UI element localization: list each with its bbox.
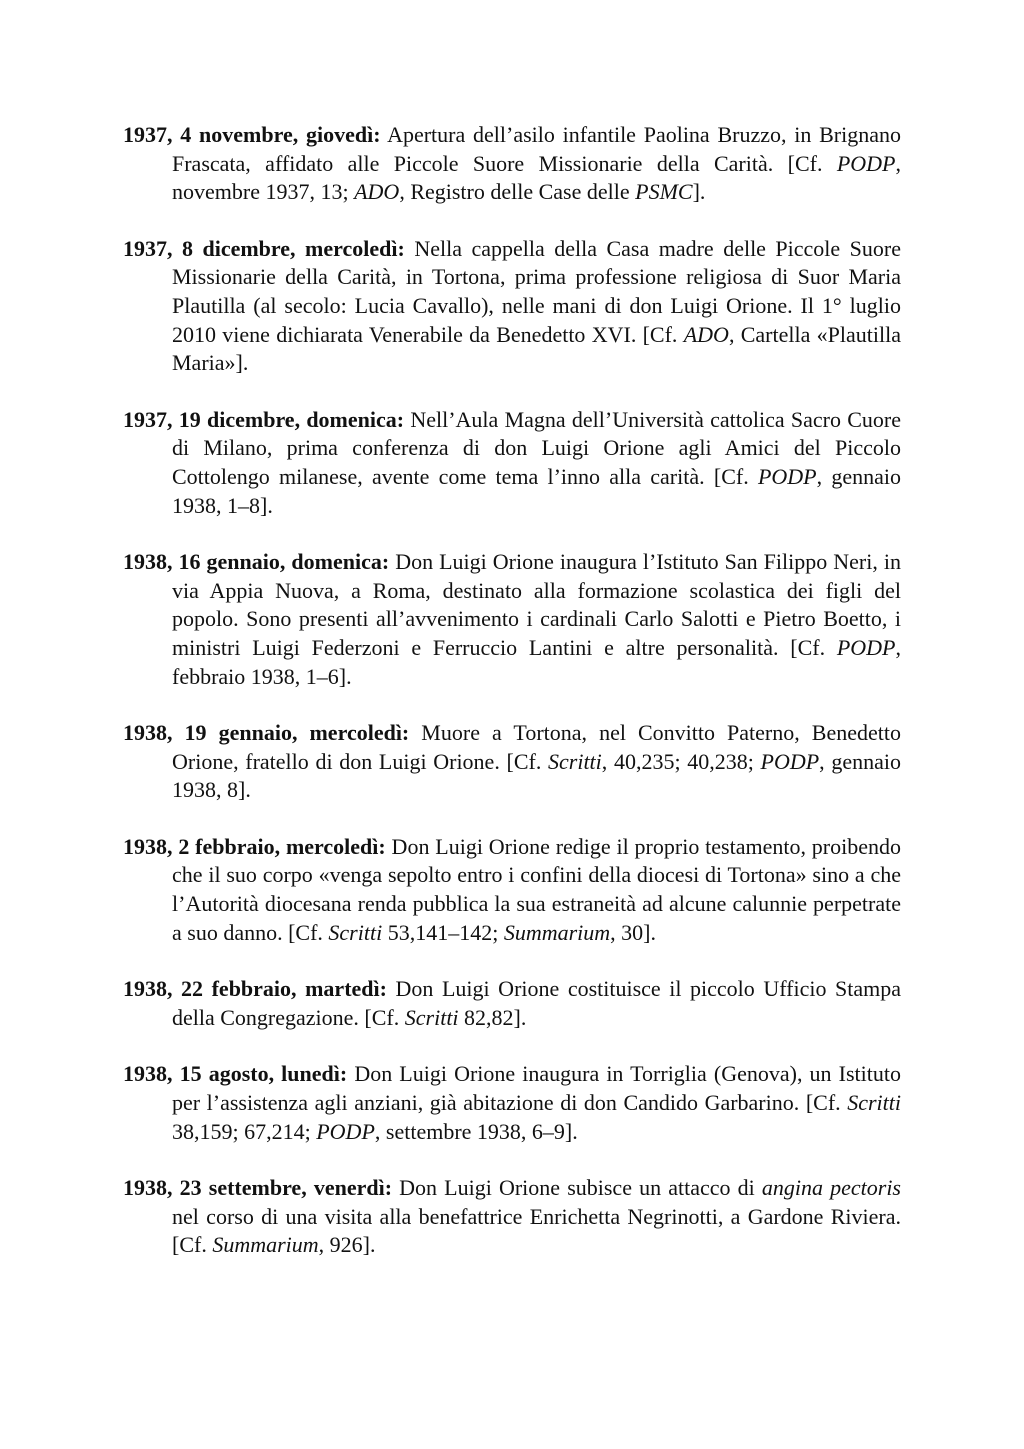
- entry-date: 1937, 19 dicembre, domenica:: [123, 406, 405, 432]
- entry-text: Don Luigi Orione inaugura l’Istituto San Filippo Neri, in via Appia Nuova, a Roma, destinato alla formazione scolastica dei figli del popolo. Sono presenti all’avvenimento i cardinali Carlo Salotti e Pietro Boetto, i ministri Luigi Federzoni e Ferruccio Lantini e altre personalità. [Cf.: [172, 549, 901, 660]
- chronology-entry: [123, 121, 901, 207]
- entry-text: , gennaio 1938, 8].: [172, 748, 901, 803]
- entry-text: , 30].: [610, 919, 656, 945]
- entry-citation-italic: Scritti: [404, 1004, 459, 1030]
- entry-citation-italic: ADO: [354, 179, 400, 205]
- entry-citation-italic: ADO: [683, 321, 729, 347]
- entry-citation-italic: PODP: [316, 1118, 375, 1144]
- entry-citation-italic: Scritti: [847, 1090, 901, 1116]
- entry-date: 1938, 22 febbraio, martedì:: [123, 976, 387, 1002]
- entry-date: 1938, 16 gennaio, domenica:: [123, 549, 390, 575]
- entry-citation-italic: PODP: [760, 748, 820, 774]
- chronology-entry: [123, 548, 901, 691]
- entry-date: 1937, 8 dicembre, mercoledì:: [123, 235, 405, 261]
- entry-text: 38,159; 67,214;: [172, 1118, 317, 1144]
- entry-text: , Cartella «Plautilla Maria»].: [172, 321, 901, 376]
- chronology-entry: [123, 1174, 901, 1260]
- entry-text: Don Luigi Orione redige il proprio testamento, proibendo che il suo corpo «venga sepolto entro i confini della diocesi di Tortona» sino a che l’Autorità diocesana renda pubblica la sua estraneità ad alcune calunnie perpetrate a suo danno. [Cf.: [172, 833, 901, 945]
- entry-text: 82,82].: [458, 1004, 527, 1030]
- chronology-entry: [123, 1060, 901, 1146]
- entry-text: , novembre 1937, 13;: [172, 150, 901, 205]
- chronology-entry: [123, 406, 901, 520]
- entry-text: , 926].: [318, 1232, 376, 1258]
- entry-text: Don Luigi Orione subisce un attacco di: [392, 1175, 762, 1201]
- entry-text: Apertura dell’asilo infantile Paolina Bruzzo, in Brignano Frascata, affidato alle Piccole Suore Missionarie della Carità. [Cf.: [172, 122, 901, 176]
- entry-text: Nell’Aula Magna dell’Università cattolica Sacro Cuore di Milano, prima conferenza di don Luigi Orione agli Amici del Piccolo Cottolengo milanese, avente come tema l’inno alla carità. [Cf.: [172, 406, 901, 489]
- chronology-entry: [123, 235, 901, 378]
- entry-text: , gennaio 1938, 1–8].: [172, 463, 901, 518]
- entry-text: nel corso di una visita alla benefattrice Enrichetta Negrinotti, a Gardone Riviera. [Cf.: [172, 1203, 901, 1258]
- entry-text: , 40,235; 40,238;: [601, 748, 761, 774]
- entry-citation-italic: angina pectoris: [761, 1175, 901, 1201]
- entry-date: 1937, 4 novembre, giovedì:: [123, 122, 381, 147]
- entry-citation-italic: Scritti: [328, 919, 383, 945]
- chronology-entry: [123, 833, 901, 947]
- entry-date: 1938, 23 settembre, venerdì:: [123, 1175, 393, 1201]
- entry-citation-italic: Summarium: [503, 919, 611, 945]
- entry-text: ].: [692, 179, 706, 205]
- entry-citation-italic: Summarium: [212, 1232, 319, 1258]
- entry-citation-italic: PODP: [757, 463, 817, 489]
- entry-text: , Registro delle Case delle: [399, 179, 636, 205]
- entry-date: 1938, 2 febbraio, mercoledì:: [123, 833, 386, 859]
- chronology-list: [123, 121, 901, 1288]
- chronology-entry: [123, 975, 901, 1032]
- entry-citation-italic: PODP: [836, 150, 896, 176]
- entry-text: Nella cappella della Casa madre delle Piccole Suore Missionarie della Carità, in Tortona, prima professione religiosa di Suor Maria Plautilla (al secolo: Lucia Cavallo), nelle mani di don Luigi Orione. Il 1° luglio 2010 viene dichiarata Venerabile da Benedetto XVI. [Cf.: [172, 235, 902, 347]
- entry-citation-italic: PODP: [836, 634, 896, 660]
- entry-text: , settembre 1938, 6–9].: [374, 1118, 578, 1144]
- entry-text: Don Luigi Orione costituisce il piccolo Ufficio Stampa della Congregazione. [Cf.: [172, 976, 902, 1030]
- entry-text: Don Luigi Orione inaugura in Torriglia (Genova), un Istituto per l’assistenza agli anziani, già abitazione di don Candido Garbarino. [Cf.: [172, 1061, 901, 1116]
- entry-date: 1938, 19 gennaio, mercoledì:: [123, 720, 410, 746]
- entry-text: Muore a Tortona, nel Convitto Paterno, Benedetto Orione, fratello di don Luigi Orione. [Cf.: [172, 720, 901, 774]
- chronology-entry: [123, 719, 901, 805]
- entry-citation-italic: PSMC: [635, 179, 693, 205]
- entry-date: 1938, 15 agosto, lunedì:: [123, 1061, 348, 1087]
- entry-text: 53,141–142;: [382, 919, 504, 945]
- entry-citation-italic: Scritti: [548, 748, 602, 774]
- entry-text: , febbraio 1938, 1–6].: [172, 634, 901, 689]
